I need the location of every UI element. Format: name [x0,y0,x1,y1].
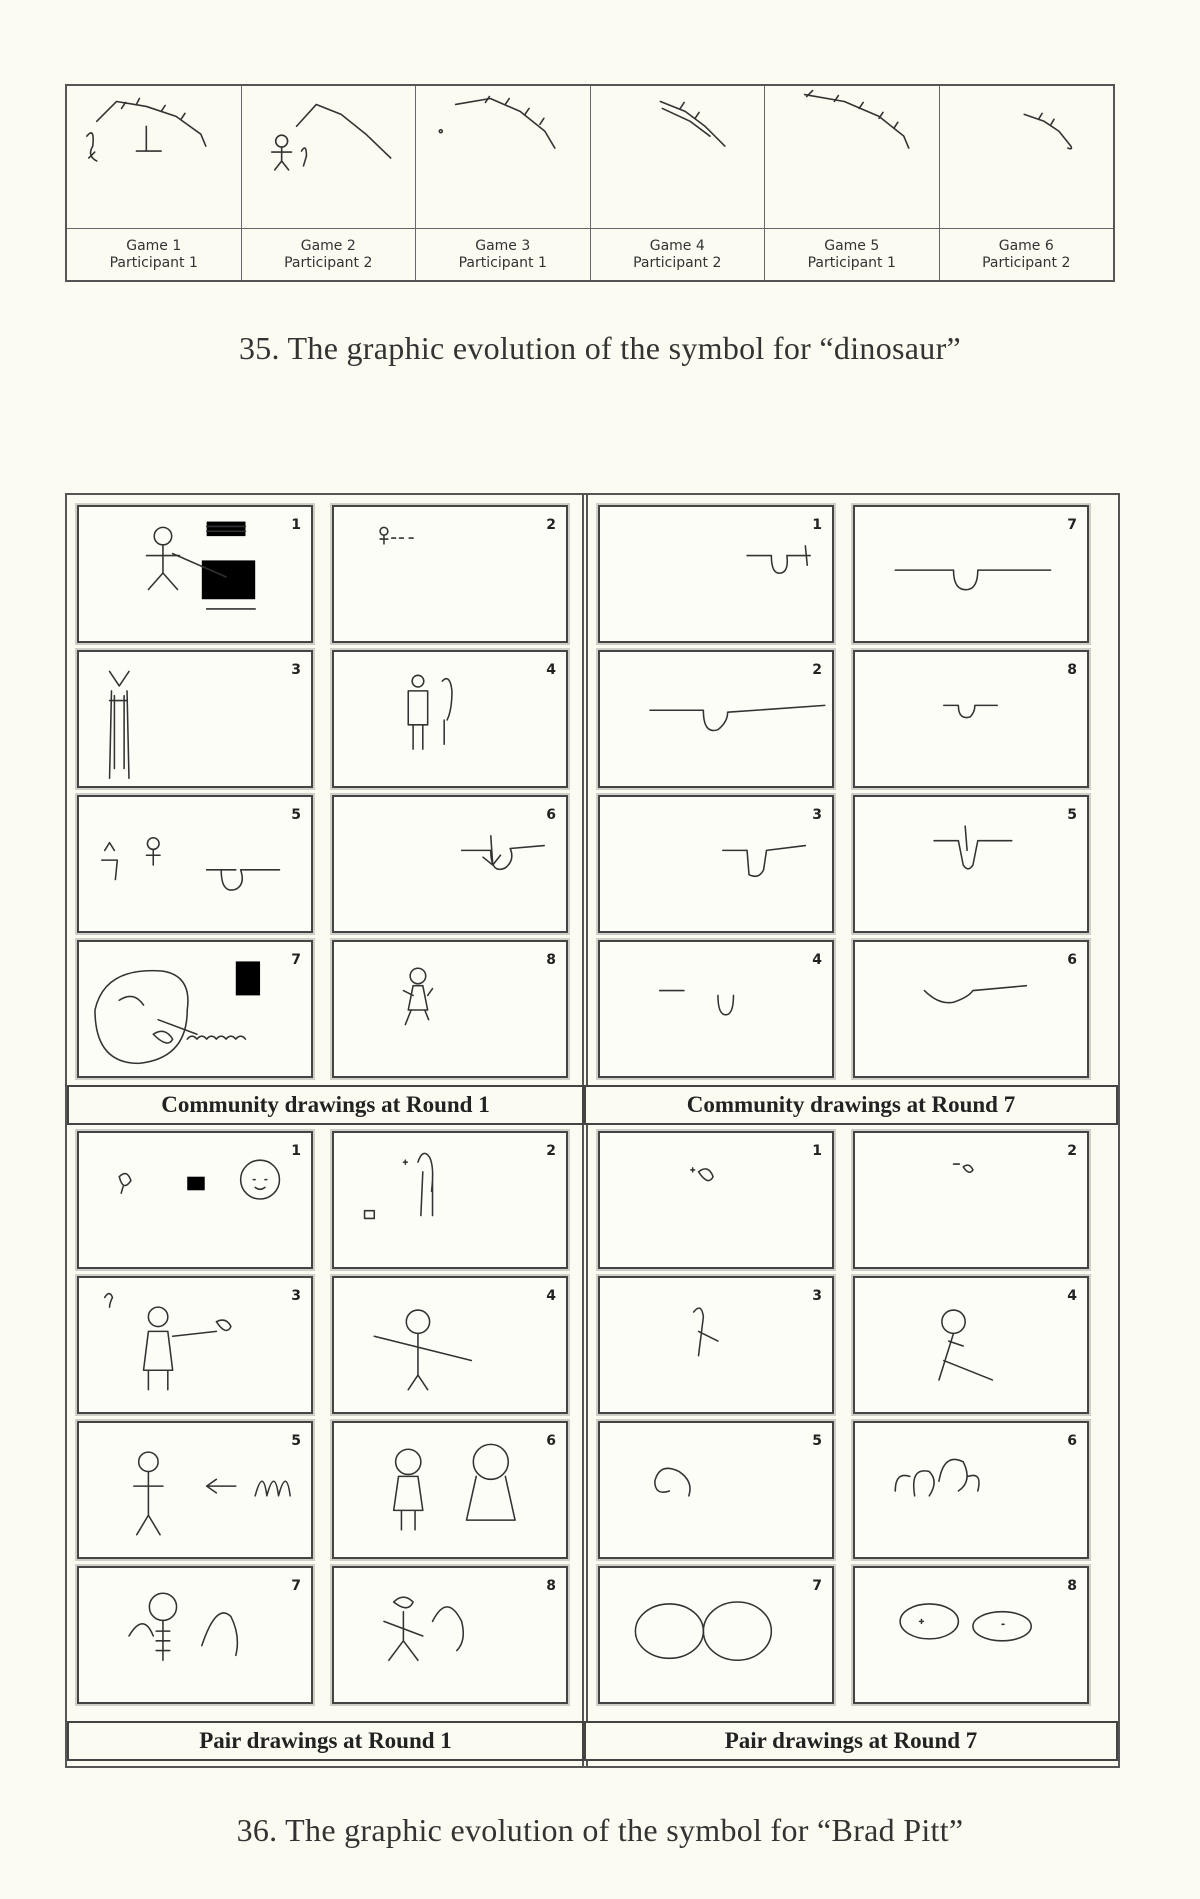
panel-number: 8 [1067,1578,1077,1594]
dino-cell-1 [67,86,242,280]
dino-sketch-1 [67,86,241,229]
dino-sketch-6 [940,86,1114,229]
participant-label: Participant 1 [458,254,547,271]
panel-number: 3 [291,1288,301,1304]
drawing-panel [332,505,568,643]
drawing-panel [332,1421,568,1559]
drawing-panel [77,650,313,788]
panel-number: 6 [546,807,556,823]
drawing-panel [853,795,1089,933]
panel-number: 4 [546,1288,556,1304]
panel-number: 2 [812,662,822,678]
panel-number: 7 [1067,517,1077,533]
game-label: Game 4 [649,237,705,254]
figure-36-caption: 36. The graphic evolution of the symbol for “Brad Pitt” [236,1812,964,1848]
drawing-panel [332,940,568,1078]
dino-label-1 [67,229,241,280]
dino-sketch-5 [765,86,939,229]
dino-label-2 [242,229,416,280]
game-label: Game 1 [126,237,182,254]
dinosaur-figure-table [65,84,1115,282]
drawing-panel [598,1276,834,1414]
dino-cell-4 [591,86,766,280]
panel-number: 4 [1067,1288,1077,1304]
game-label: Game 5 [824,237,880,254]
drawing-panel [853,650,1089,788]
drawing-panel [853,505,1089,643]
panel-number: 2 [1067,1143,1077,1159]
game-label: Game 6 [998,237,1054,254]
dino-cell-5 [765,86,940,280]
drawing-panel [853,1566,1089,1704]
panel-number: 8 [546,1578,556,1594]
panel-number: 8 [1067,662,1077,678]
drawing-panel [332,1276,568,1414]
dino-label-5 [765,229,939,280]
drawing-panel [77,795,313,933]
drawing-panel [332,1566,568,1704]
panel-number: 1 [291,517,301,533]
quadrant-community-round-1 [67,495,582,1117]
drawing-panel [853,1276,1089,1414]
panel-number: 2 [546,517,556,533]
drawing-panel [77,505,313,643]
dino-cell-6 [940,86,1114,280]
game-label: Game 2 [300,237,356,254]
drawing-panel [598,1131,834,1269]
brad-pitt-figure [65,493,1120,1768]
quadrant-label: Community drawings at Round 1 [67,1085,584,1125]
panel-number: 7 [291,952,301,968]
panel-number: 3 [291,662,301,678]
drawing-panel [598,1421,834,1559]
dino-sketch-3 [416,86,590,229]
drawing-panel [598,940,834,1078]
participant-label: Participant 2 [284,254,373,271]
dino-label-6 [940,229,1114,280]
dino-cell-2 [242,86,417,280]
drawing-panel [332,650,568,788]
participant-label: Participant 1 [109,254,198,271]
drawing-panel [77,1276,313,1414]
quadrant-label: Community drawings at Round 7 [584,1085,1118,1125]
drawing-panel [598,1566,834,1704]
participant-label: Participant 2 [982,254,1071,271]
dino-sketch-4 [591,86,765,229]
panel-number: 6 [1067,1433,1077,1449]
drawing-panel [332,795,568,933]
panel-number: 7 [291,1578,301,1594]
quadrant-pair-round-7 [588,1131,1118,1753]
participant-label: Participant 1 [807,254,896,271]
panel-number: 3 [812,1288,822,1304]
panel-number: 4 [546,662,556,678]
panel-number: 5 [1067,807,1077,823]
drawing-panel [853,940,1089,1078]
panel-number: 7 [812,1578,822,1594]
drawing-panel [853,1131,1089,1269]
panel-number: 4 [812,952,822,968]
quadrant-pair-round-1 [67,1131,582,1753]
panel-number: 5 [812,1433,822,1449]
drawing-panel [598,505,834,643]
drawing-panel [77,1131,313,1269]
drawing-panel [77,1421,313,1559]
drawing-panel [332,1131,568,1269]
panel-number: 1 [812,517,822,533]
panel-number: 8 [546,952,556,968]
participant-label: Participant 2 [633,254,722,271]
dino-cell-3 [416,86,591,280]
panel-number: 2 [546,1143,556,1159]
drawing-panel [598,650,834,788]
quadrant-community-round-7 [588,495,1118,1117]
panel-number: 6 [1067,952,1077,968]
game-label: Game 3 [475,237,531,254]
drawing-panel [598,795,834,933]
figure-35-caption: 35. The graphic evolution of the symbol for “dinosaur” [238,330,962,366]
quadrant-label: Pair drawings at Round 1 [67,1721,584,1761]
quadrant-label: Pair drawings at Round 7 [584,1721,1118,1761]
dino-sketch-2 [242,86,416,229]
dino-label-3 [416,229,590,280]
panel-number: 5 [291,807,301,823]
panel-number: 3 [812,807,822,823]
panel-number: 6 [546,1433,556,1449]
drawing-panel [77,940,313,1078]
dino-label-4 [591,229,765,280]
panel-number: 1 [291,1143,301,1159]
drawing-panel [853,1421,1089,1559]
drawing-panel [77,1566,313,1704]
panel-number: 1 [812,1143,822,1159]
panel-number: 5 [291,1433,301,1449]
